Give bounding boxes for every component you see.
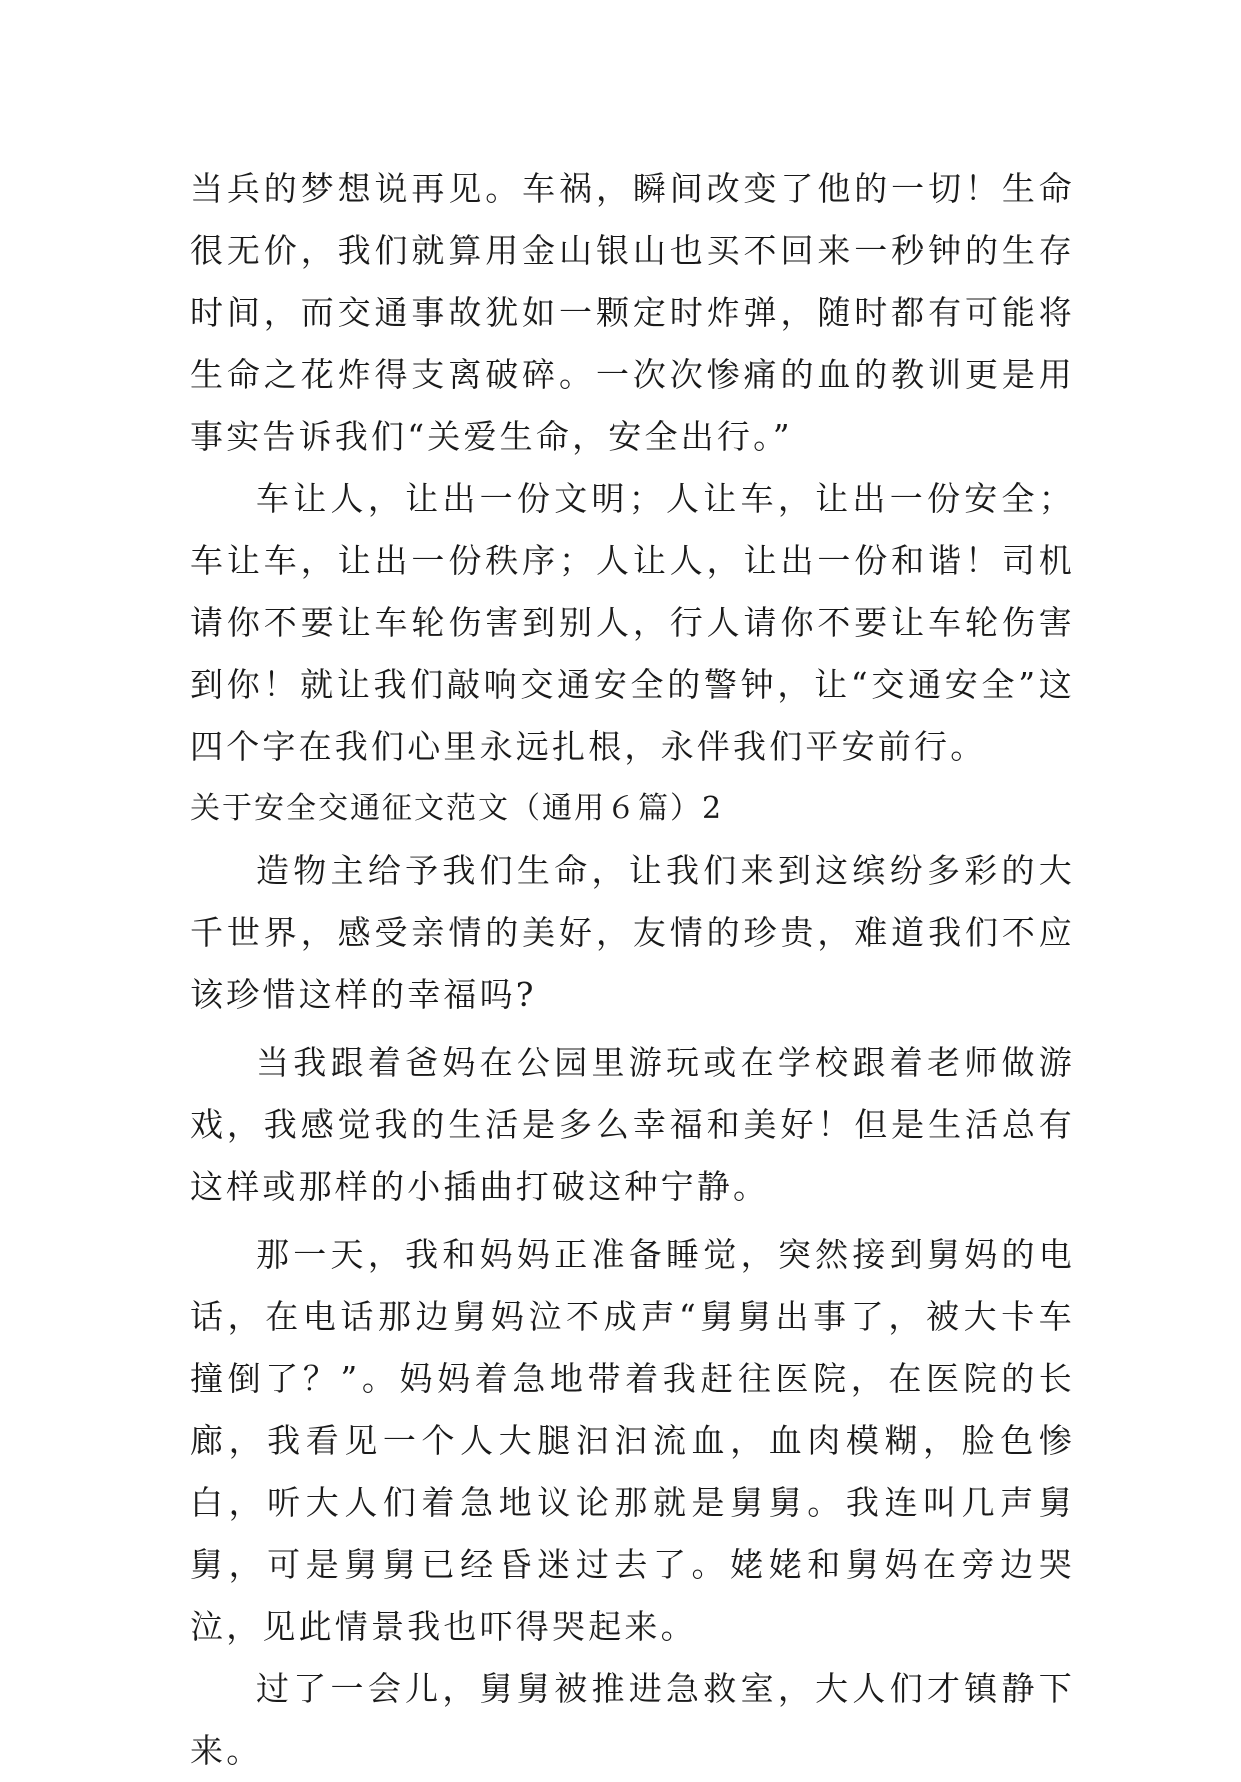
paragraph-creator: 造物主给予我们生命，让我们来到这缤纷多彩的大千世界，感受亲情的美好，友情的珍贵，难道我们不应该珍惜这样的幸福吗? bbox=[190, 851, 1075, 1014]
paragraph-yield: 车让人，让出一份文明；人让车，让出一份安全；车让车，让出一份秩序；人让人，让出一份和谐！司机请你不要让车轮伤害到别人，行人请你不要让车轮伤害到你！就让我们敲响交通安全的警钟，让“交通安全”这四个字在我们心里永远扎根，永伴我们平安前行。 bbox=[190, 479, 1075, 766]
section-title: 关于安全交通征文范文（通用６篇）2 bbox=[190, 791, 724, 826]
paragraph-emergency-room: 过了一会儿，舅舅被推进急救室，大人们才镇静下来。 bbox=[190, 1669, 1075, 1770]
document-body bbox=[190, 158, 1075, 1782]
paragraph-happy-life: 当我跟着爸妈在公园里游玩或在学校跟着老师做游戏，我感觉我的生活是多么幸福和美好！但是生活总有这样或那样的小插曲打破这种宁静。 bbox=[190, 1043, 1075, 1206]
paragraph-continued: 当兵的梦想说再见。车祸，瞬间改变了他的一切！生命很无价，我们就算用金山银山也买不回来一秒钟的生存时间，而交通事故犹如一颗定时炸弹，随时都有可能将生命之花炸得支离破碎。一次次惨痛的血的教训更是用事实告诉我们“关爱生命，安全出行。” bbox=[190, 169, 1075, 456]
paragraph-accident: 那一天，我和妈妈正准备睡觉，突然接到舅妈的电话，在电话那边舅妈泣不成声“舅舅出事了，被大卡车撞倒了？”。妈妈着急地带着我赶往医院，在医院的长廊，我看见一个人大腿汩汩流血，血肉模糊，脸色惨白，听大人们着急地议论那就是舅舅。我连叫几声舅舅，可是舅舅已经昏迷过去了。姥姥和舅妈在旁边哭泣，见此情景我也吓得哭起来。 bbox=[190, 1235, 1075, 1646]
